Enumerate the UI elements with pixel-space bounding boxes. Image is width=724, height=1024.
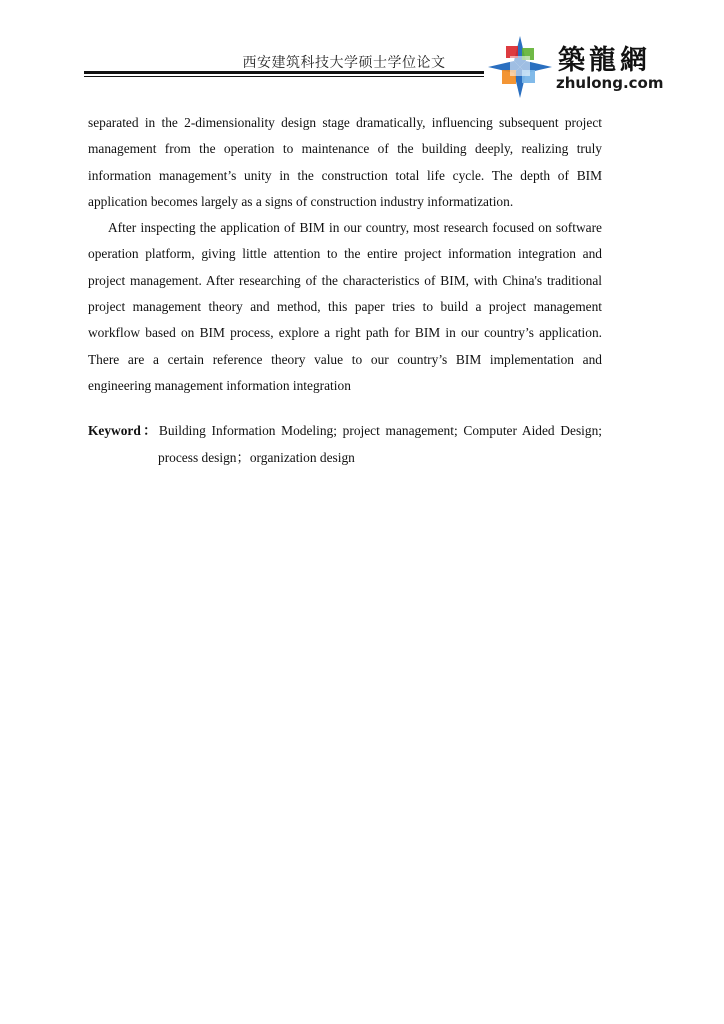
logo-chinese-text: 築龍網 [558, 45, 651, 76]
abstract-body [88, 110, 602, 399]
abstract-paragraph: After inspecting the application of BIM in our country, most research focused on software operation platform, giving little attention to the entire project information integration and project management. After researching of the characteristics of BIM, with China's traditional project management theory and method, this paper tries to build a project management workflow based on BIM process, explore a right path for BIM in our country’s application. There are a certain reference theory value to our country’s BIM implementation and engineering management information integration [88, 220, 602, 393]
keywords-label: Keyword： [88, 423, 159, 438]
zhulong-logo [484, 34, 662, 100]
zhulong-logo-mark-icon [486, 34, 554, 100]
keywords-block [88, 417, 602, 471]
keywords-text: Building Information Modeling; project management; Computer Aided Design; process design；organization design [158, 423, 602, 465]
abstract-paragraph: separated in the 2-dimensionality design stage dramatically, influencing subsequent project management from the operation to maintenance of the building deeply, realizing truly information management’s unity in the construction total life cycle. The depth of BIM application becomes largely as a signs of construction industry informatization. [88, 115, 602, 209]
logo-english-text: zhulong.com [556, 74, 664, 92]
page-header-title: 西安建筑科技大学硕士学位论文 [242, 55, 446, 71]
